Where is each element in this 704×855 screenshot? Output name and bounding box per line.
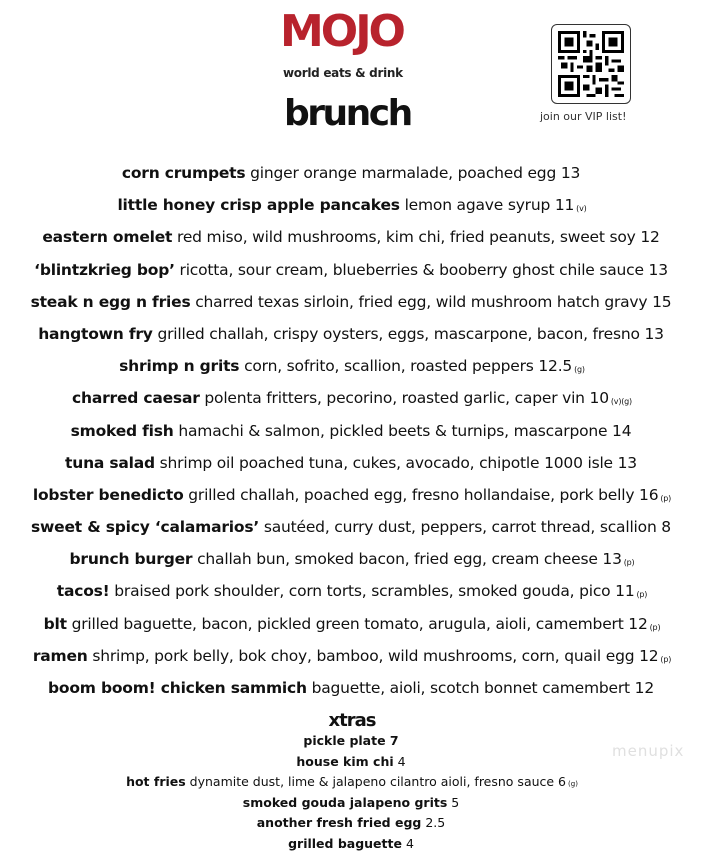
- item-name: steak n egg n fries: [31, 293, 191, 311]
- item-name: tuna salad: [65, 454, 155, 472]
- qr-code-icon[interactable]: [551, 24, 631, 104]
- menu-item: [0, 254, 704, 286]
- dietary-tags: (v): [576, 204, 586, 213]
- menu-item: [0, 608, 704, 640]
- xtras-list: [0, 732, 704, 855]
- item-description: sautéed, curry dust, peppers, carrot thread, scallion 8: [264, 518, 671, 536]
- item-name: brunch burger: [70, 550, 193, 568]
- item-description: lemon agave syrup 11: [405, 196, 575, 214]
- item-description: charred texas sirloin, fried egg, wild mushroom hatch gravy 15: [195, 293, 671, 311]
- item-description: shrimp oil poached tuna, cukes, avocado, chipotle 1000 isle 13: [160, 454, 637, 472]
- dietary-tags: (g): [568, 780, 578, 788]
- dietary-tags: (p): [637, 590, 648, 599]
- menu-item: [0, 189, 704, 221]
- item-name: smoked gouda jalapeno grits: [243, 795, 448, 810]
- menu-item: [0, 543, 704, 575]
- mojo-logo: MOJO: [280, 10, 403, 54]
- dietary-tags: (p): [624, 558, 635, 567]
- menu-item: [0, 415, 704, 447]
- item-name: hangtown fry: [38, 325, 153, 343]
- xtras-section: [0, 710, 704, 855]
- item-name: lobster benedicto: [33, 486, 184, 504]
- item-description: ricotta, sour cream, blueberries & booberry ghost chile sauce 13: [180, 261, 668, 279]
- item-name: corn crumpets: [122, 164, 246, 182]
- xtra-item: [0, 835, 704, 855]
- item-description: 5: [451, 795, 459, 810]
- menu-item: [0, 672, 704, 704]
- page-title: brunch: [284, 96, 411, 132]
- item-name: another fresh fried egg: [257, 815, 422, 830]
- item-description: dynamite dust, lime & jalapeno cilantro aioli, fresno sauce 6: [190, 774, 566, 789]
- menu-item: [0, 318, 704, 350]
- item-name: shrimp n grits: [119, 357, 239, 375]
- watermark: menupix: [612, 742, 684, 760]
- item-name: hot fries: [126, 774, 186, 789]
- xtra-item: [0, 753, 704, 774]
- menu-items-list: [0, 157, 704, 704]
- item-description: challah bun, smoked bacon, fried egg, cream cheese 13: [197, 550, 622, 568]
- menu-item: [0, 511, 704, 543]
- item-description: braised pork shoulder, corn torts, scrambles, smoked gouda, pico 11: [114, 582, 634, 600]
- dietary-tags: (v)(g): [611, 397, 632, 406]
- item-description: corn, sofrito, scallion, roasted peppers 12.5: [244, 357, 572, 375]
- item-description: grilled challah, poached egg, fresno hollandaise, pork belly 16: [188, 486, 658, 504]
- item-description: grilled baguette, bacon, pickled green tomato, arugula, aioli, camembert 12: [72, 615, 648, 633]
- item-name: grilled baguette: [288, 836, 402, 851]
- item-name: charred caesar: [72, 389, 200, 407]
- item-name: ramen: [33, 647, 88, 665]
- menu-header: [0, 0, 704, 150]
- menu-item: [0, 382, 704, 414]
- item-description: hamachi & salmon, pickled beets & turnips, mascarpone 14: [178, 422, 631, 440]
- item-name: smoked fish: [71, 422, 174, 440]
- dietary-tags: (g): [574, 365, 585, 374]
- item-description: ginger orange marmalade, poached egg 13: [250, 164, 580, 182]
- xtra-item: [0, 773, 704, 794]
- tagline: world eats & drink: [283, 66, 403, 80]
- item-name: little honey crisp apple pancakes: [117, 196, 399, 214]
- item-name: house kim chi: [296, 754, 393, 769]
- xtra-item: [0, 732, 704, 753]
- item-description: 2.5: [425, 815, 445, 830]
- item-description: 4: [406, 836, 414, 851]
- item-description: shrimp, pork belly, bok choy, bamboo, wild mushrooms, corn, quail egg 12: [92, 647, 658, 665]
- menu-item: [0, 447, 704, 479]
- item-name: tacos!: [57, 582, 110, 600]
- menu-item: [0, 286, 704, 318]
- item-name: ‘blintzkrieg bop’: [34, 261, 175, 279]
- xtra-item: [0, 794, 704, 815]
- menu-item: [0, 221, 704, 253]
- menu-item: [0, 575, 704, 607]
- menu-item: [0, 479, 704, 511]
- item-name: pickle plate 7: [303, 733, 398, 748]
- item-name: blt: [44, 615, 67, 633]
- xtra-item: [0, 814, 704, 835]
- qr-caption: join our VIP list!: [540, 110, 627, 123]
- item-description: grilled challah, crispy oysters, eggs, mascarpone, bacon, fresno 13: [157, 325, 663, 343]
- item-name: boom boom! chicken sammich: [48, 679, 307, 697]
- item-name: sweet & spicy ‘calamarios’: [31, 518, 259, 536]
- item-description: 4: [398, 754, 406, 769]
- dietary-tags: (p): [650, 623, 661, 632]
- item-description: baguette, aioli, scotch bonnet camembert 12: [312, 679, 654, 697]
- xtras-title: xtras: [0, 710, 704, 732]
- dietary-tags: (p): [660, 494, 671, 503]
- item-name: eastern omelet: [42, 228, 172, 246]
- item-description: polenta fritters, pecorino, roasted garlic, caper vin 10: [204, 389, 608, 407]
- dietary-tags: (p): [660, 655, 671, 664]
- menu-item: [0, 157, 704, 189]
- menu-item: [0, 640, 704, 672]
- menu-item: [0, 350, 704, 382]
- item-description: red miso, wild mushrooms, kim chi, fried peanuts, sweet soy 12: [177, 228, 660, 246]
